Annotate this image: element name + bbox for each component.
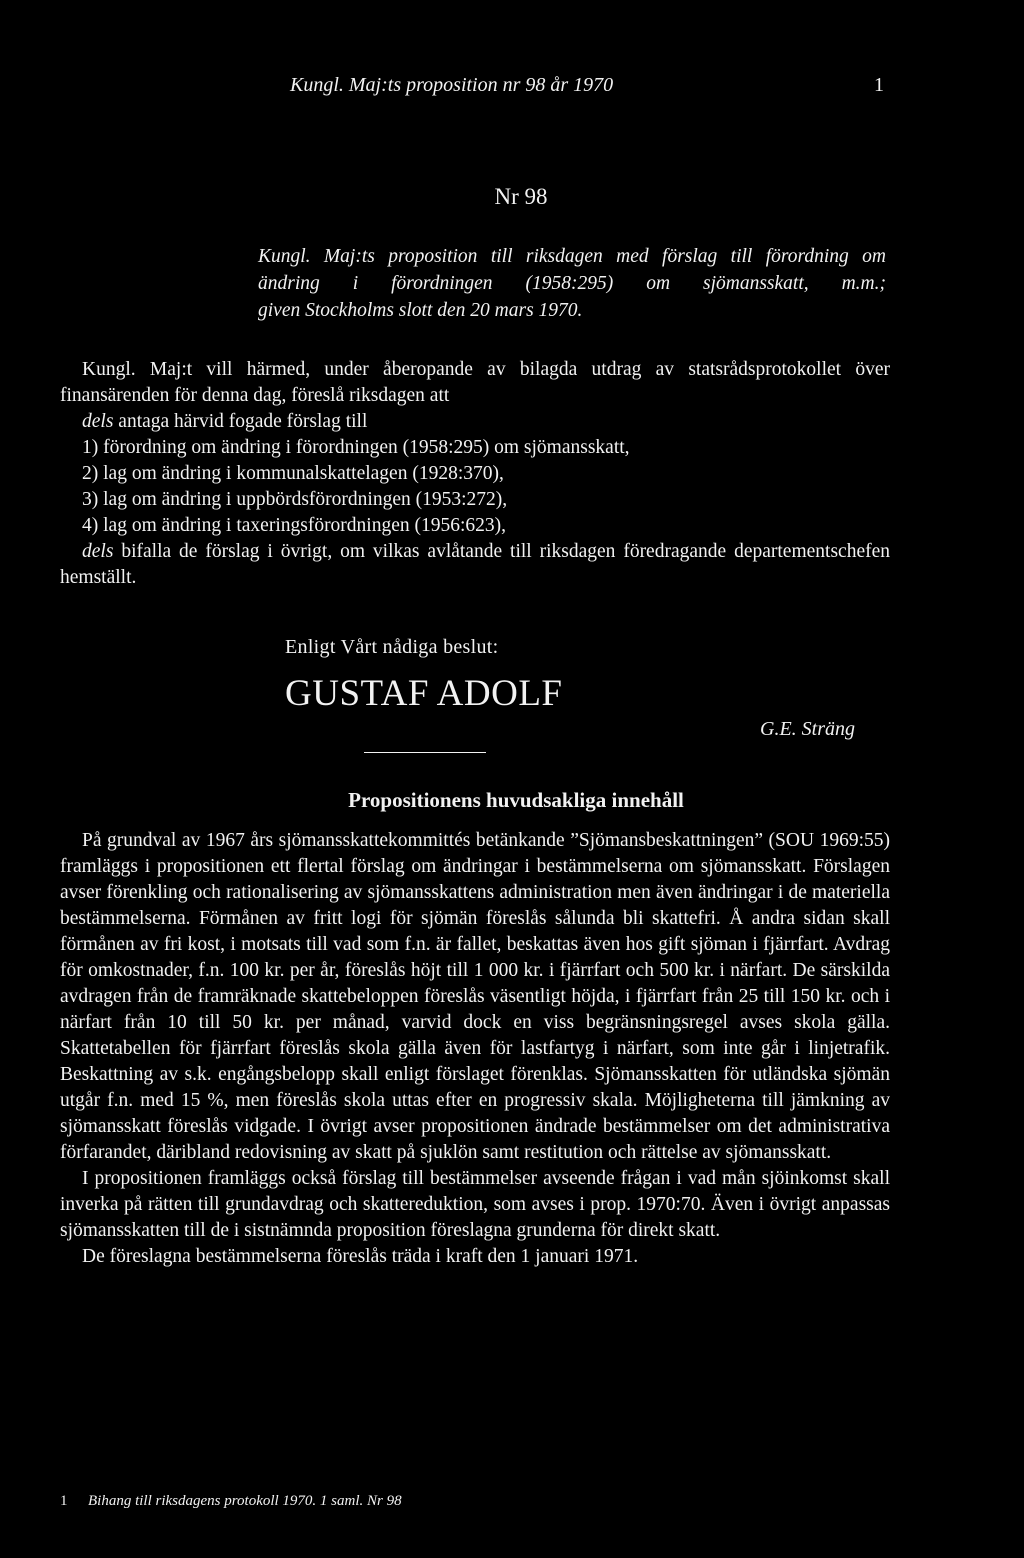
- separator-rule: [364, 752, 486, 753]
- list-item-2: 2) lag om ändring i kommunalskattelagen (1928:370),: [82, 463, 504, 484]
- footnote-text: Bihang till riksdagens protokoll 1970. 1 saml. Nr 98: [88, 1493, 402, 1509]
- dels-antaga-line: [60, 409, 890, 435]
- intro-section: [60, 357, 890, 591]
- minister-signature: G.E. Sträng: [760, 718, 855, 740]
- dels-bifalla-paragraph: [60, 539, 890, 591]
- king-signature: GUSTAF ADOLF: [285, 673, 563, 714]
- dels-bifalla-text: bifalla de förslag i övrigt, om vilkas avlåtande till riksdagen föredragande departementschefen hemställt.: [60, 541, 890, 588]
- summary-paragraph-2: I propositionen framläggs också förslag till bestämmelser avseende frågan i vad mån sjöinkomst skall inverka på rätten till grundavdrag och skattereduktion, som avses i prop. 1970:70. Även i övrigt anpassas sjömansskatten till de i sistnämnda proposition föreslagna grunderna för direkt skatt.: [60, 1168, 890, 1241]
- footnote-marker: 1: [60, 1493, 68, 1509]
- summary-heading: Propositionens huvudsakliga innehåll: [348, 788, 684, 812]
- summary-section: [60, 828, 890, 1270]
- summary-paragraph-1: På grundval av 1967 års sjömansskattekommittés betänkande ”Sjömansbeskattningen” (SOU 1969:55) framläggs i propositionen ett flertal förslag om ändringar i bestämmelserna om sjömansskatt. Förslagen avser förenkling och rationalisering av sjömansskattens administration men även ändringar i de materiella bestämmelserna. Förmånen av fritt logi för sjömän föreslås sålunda bli skattefri. Å andra sidan skall förmånen av fri kost, i motsats till vad som f.n. är fallet, beskattas även hos gift sjöman i fjärrfart. Avdrag för omkostnader, f.n. 100 kr. per år, föreslås höjt till 1 000 kr. i fjärrfart och 500 kr. i närfart. De särskilda avdragen från de framräknade skattebeloppen föreslås väsentligt höjda, i fjärrfart från 25 till 150 kr. och i närfart från 10 till 50 kr. per månad, varvid dock en viss begränsningsregel avses skola gälla. Skattetabellen för fjärrfart föreslås skola gälla även för lastfartyg i närfart, som inte går i linjetrafik. Beskattning av s.k. engångsbelopp skall enligt förslaget förenklas. Sjömansskatten för utländska sjömän utgår f.n. med 15 %, men föreslås skola uttas efter en progressiv skala. Möjligheterna till jämkning av sjömansskatt föreslås vidgade. I övrigt avser propositionen ändrade bestämmelser om det administrativa förfarandet, däribland redovisning av skatt på sjuklön samt restitution och rättelse av sjömansskatt.: [60, 830, 890, 1163]
- dels-antaga-text: antaga härvid fogade förslag till: [113, 411, 368, 432]
- running-header: Kungl. Maj:ts proposition nr 98 år 1970: [290, 74, 614, 96]
- list-item-1: 1) förordning om ändring i förordningen (1958:295) om sjömansskatt,: [82, 437, 630, 458]
- subtitle-line: ändring i förordningen (1958:295) om sjömansskatt, m.m.;: [258, 273, 886, 294]
- list-item-3: 3) lag om ändring i uppbördsförordningen (1953:272),: [82, 489, 508, 510]
- summary-paragraph-3: De föreslagna bestämmelserna föreslås träda i kraft den 1 januari 1971.: [82, 1246, 639, 1267]
- proposition-number-title: Nr 98: [494, 184, 548, 209]
- decision-phrase: Enligt Vårt nådiga beslut:: [285, 636, 499, 658]
- dels-word: dels: [82, 411, 114, 432]
- footnote: [60, 1493, 402, 1510]
- intro-paragraph: Kungl. Maj:t vill härmed, under åberopande av bilagda utdrag av statsrådsprotokollet över finansärenden för denna dag, föreslå riksdagen att: [60, 359, 890, 406]
- proposition-subtitle: [258, 243, 886, 324]
- subtitle-line: given Stockholms slott den 20 mars 1970.: [258, 300, 583, 321]
- dels-word: dels: [82, 541, 114, 562]
- page-number: 1: [874, 74, 884, 96]
- list-item-4: 4) lag om ändring i taxeringsförordningen (1956:623),: [82, 515, 507, 536]
- subtitle-line: Kungl. Maj:ts proposition till riksdagen med förslag till förordning om: [258, 246, 886, 267]
